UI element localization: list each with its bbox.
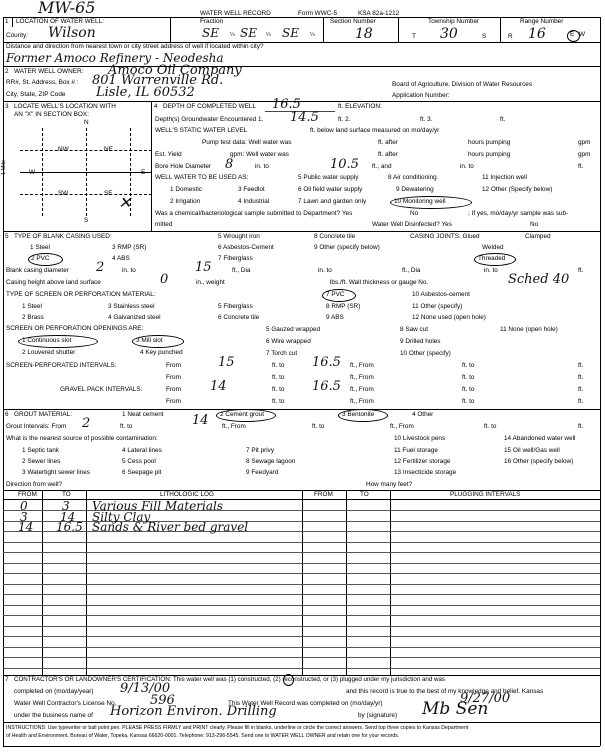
opening-10: 10 Other (specify) bbox=[400, 350, 451, 357]
grout-ft-from: ft., From bbox=[222, 423, 246, 430]
log-table-rule bbox=[3, 636, 600, 637]
plug-to-header: TO bbox=[360, 491, 369, 498]
gp-to-1: ft. to bbox=[272, 386, 285, 393]
pump-hours: hours pumping bbox=[468, 139, 511, 146]
log-row-1-from: 0 bbox=[20, 499, 28, 513]
log-table-rule bbox=[3, 657, 600, 658]
casing-welded: Welded bbox=[482, 244, 504, 251]
log-table-rule bbox=[3, 563, 600, 564]
owner-value: Amoco Oil Company bbox=[108, 63, 242, 78]
completed-label: completed on (mo/day/year) bbox=[14, 688, 94, 695]
gp-ft-from-1: ft., From bbox=[350, 386, 374, 393]
gp-to-2: ft. to bbox=[462, 386, 475, 393]
screen-11: 11 Other (specify) bbox=[412, 303, 463, 310]
gw-ft3: ft. 3. bbox=[420, 116, 433, 123]
screen-6: 6 Concrete tile bbox=[218, 314, 260, 321]
casing-lbs: lbs./ft. Wall thickness or gauge No. bbox=[330, 279, 429, 286]
board-label: Board of Agriculture, Division of Water Resources bbox=[392, 81, 533, 88]
gw1-value: 14.5 bbox=[290, 110, 319, 125]
completed-value: 9/13/00 bbox=[120, 681, 171, 696]
ksa-number: KSA 82a-1212 bbox=[358, 10, 400, 17]
address-value: 801 Warrenville Rd. bbox=[92, 73, 224, 88]
scr-ft-1: ft. bbox=[578, 362, 584, 369]
grout-ft-to: ft. to bbox=[120, 423, 133, 430]
use-2: 2 Irrigation bbox=[170, 198, 201, 205]
north-label: N bbox=[84, 119, 89, 126]
application-number-label: Application Number: bbox=[392, 92, 450, 99]
opening-9: 9 Drilled holes bbox=[400, 338, 441, 345]
r-letter: R bbox=[508, 33, 513, 40]
yield-gpm: gpm: Well water was bbox=[230, 151, 289, 158]
casing-2: 2 PVC bbox=[31, 255, 50, 262]
gw-ft: ft. bbox=[500, 116, 506, 123]
chem-no: No bbox=[410, 210, 419, 217]
scr-to-4: ft. to bbox=[462, 374, 475, 381]
casing-weight: in., weight bbox=[196, 279, 225, 286]
contam-6: 6 Seepage pit bbox=[122, 469, 162, 476]
signature-label: by (signature) bbox=[358, 712, 398, 719]
quarter-2: ¼ bbox=[266, 32, 271, 38]
contam-7: 7 Pit privy bbox=[246, 447, 275, 454]
range-e: E bbox=[570, 31, 575, 38]
log-table-rule bbox=[3, 584, 600, 585]
contam-15: 15 Oil well/Gas well bbox=[504, 447, 560, 454]
depth-value: 16.5 bbox=[272, 97, 301, 112]
use-label: WELL WATER TO BE USED AS: bbox=[155, 174, 249, 181]
grout-2: 2 Cement grout bbox=[220, 411, 265, 418]
screen-3: 3 Stainless steel bbox=[108, 303, 155, 310]
chem-label: Was a chemical/bacteriological sample submitted to Department? Yes bbox=[155, 210, 353, 217]
west-label: W bbox=[29, 169, 36, 176]
plugging-header: PLUGGING INTERVALS bbox=[450, 491, 521, 498]
log-row-1-desc: Various Fill Materials bbox=[92, 499, 223, 513]
opening-7: 7 Torch cut bbox=[266, 350, 298, 357]
section-6-number: 6 bbox=[5, 411, 9, 418]
use-11: 11 Injection well bbox=[482, 174, 527, 181]
scr-to-3: ft. to bbox=[272, 374, 285, 381]
chem-mitted: mitted bbox=[155, 221, 173, 228]
bore-label: Bore Hole Diameter bbox=[155, 163, 212, 170]
use-6: 6 Oil field water supply bbox=[298, 186, 363, 193]
scr-from-1: From bbox=[166, 362, 181, 369]
log-from-header: FROM bbox=[18, 491, 37, 498]
contam-1: 1 Septic tank bbox=[22, 447, 59, 454]
s-letter: S bbox=[482, 33, 487, 40]
opening-5: 5 Gauzed wrapped bbox=[266, 326, 321, 333]
fraction-2: SE bbox=[240, 26, 257, 40]
pump-label: Pump test data: Well water was bbox=[202, 139, 292, 146]
grout-4: 4 Other bbox=[412, 411, 434, 418]
instructions-line-1: INSTRUCTIONS: Use typewriter or ball point pen. PLEASE PRESS FIRMLY and PRINT clearly. Please fill in blanks, underline or circle the correct answers. Send top three copies to Kansas Department bbox=[6, 725, 469, 731]
opening-4: 4 Key punched bbox=[140, 349, 183, 356]
section-1-number: 1 bbox=[5, 18, 9, 25]
section-5-number: 5 bbox=[5, 233, 9, 240]
grout-3: 3 Bentonite bbox=[342, 411, 375, 418]
grout-1: 1 Neat cement bbox=[122, 411, 164, 418]
fraction-label: Fraction bbox=[200, 18, 224, 25]
howmany-label: How many feet? bbox=[366, 481, 413, 488]
contam-4: 4 Lateral lines bbox=[122, 447, 162, 454]
log-table-rule bbox=[3, 594, 600, 595]
casing-label: TYPE OF BLANK CASING USED: bbox=[14, 233, 112, 240]
casing-diameter-value: 2 bbox=[96, 260, 105, 275]
screen-1: 1 Steel bbox=[22, 303, 42, 310]
gp-ft-from-2: ft., From bbox=[350, 398, 374, 405]
contam-13: 13 Insecticide storage bbox=[394, 469, 457, 476]
casing-threaded: Threaded bbox=[478, 255, 506, 262]
blank-in-to: in. to bbox=[122, 267, 136, 274]
screen-intervals-label: SCREEN-PERFORATED INTERVALS: bbox=[6, 362, 117, 369]
screen-4: 4 Galvanized steel bbox=[108, 314, 161, 321]
gp-ft-2: ft. bbox=[578, 398, 584, 405]
use-10: 10 Monitoring well bbox=[394, 198, 446, 205]
completed-tail: and this record is true to the best of my knowledge and belief. Kansas bbox=[346, 688, 544, 695]
use-3: 3 Feedlot bbox=[238, 186, 265, 193]
business-value: Horizon Environ. Drilling bbox=[110, 704, 277, 719]
casing-1: 1 Steel bbox=[30, 244, 50, 251]
contam-3: 3 Watertight sewer lines bbox=[22, 469, 90, 476]
openings-label: SCREEN OR PERFORATION OPENINGS ARE: bbox=[6, 325, 144, 332]
license-label: Water Well Contractor's License No. bbox=[14, 700, 117, 707]
grout-from-value: 2 bbox=[82, 416, 91, 431]
county-label: County: bbox=[6, 32, 29, 39]
contam-10: 10 Livestock pens bbox=[394, 435, 446, 442]
yield-hours: hours pumping bbox=[468, 151, 511, 158]
quarter-1: ¼ bbox=[230, 32, 235, 38]
gauge-value: Sched 40 bbox=[508, 272, 570, 287]
section-3-number: 3 bbox=[5, 103, 9, 110]
casing-joints: CASING JOINTS: Glued bbox=[410, 233, 480, 240]
form-title: WATER WELL RECORD bbox=[200, 10, 271, 17]
opening-11: 11 None (open hole) bbox=[500, 326, 558, 333]
grout-ft-from2: ft., From bbox=[390, 423, 414, 430]
blank-in-to2: in. to bbox=[318, 267, 332, 274]
bore-to-value: 10.5 bbox=[330, 157, 359, 172]
log-table-rule bbox=[3, 605, 600, 606]
direction-label: Direction from well? bbox=[6, 481, 63, 488]
yield-after: ft. after bbox=[378, 151, 398, 158]
casing-8: 8 Concrete tile bbox=[314, 233, 356, 240]
opening-2: 2 Louvered shutter bbox=[22, 349, 76, 356]
locate-label-2: AN "X" IN SECTION BOX: bbox=[14, 111, 89, 118]
blank-ft: ft. bbox=[578, 267, 584, 274]
yield-label: Est. Yield bbox=[155, 151, 182, 158]
township-number-label: Township Number bbox=[428, 18, 480, 25]
contamination-label: What is the nearest source of possible contamination: bbox=[6, 435, 158, 442]
casing-height-value: 0 bbox=[160, 272, 169, 287]
bore-diameter-value: 8 bbox=[225, 157, 234, 172]
bore-in-to: in. to bbox=[255, 163, 269, 170]
record-completed-label: This Water Well Record was completed on (mo/day/yr) bbox=[228, 700, 383, 707]
casing-5: 5 Wrought iron bbox=[218, 233, 260, 240]
city-label: City, State, ZIP Code bbox=[6, 91, 66, 98]
screen-12: 12 None used (open hole) bbox=[412, 314, 486, 321]
mile-label: 1 Mile bbox=[1, 160, 7, 175]
pump-after: ft. after bbox=[378, 139, 398, 146]
fraction-1: SE bbox=[202, 26, 219, 40]
contam-5: 5 Cess pool bbox=[122, 458, 156, 465]
log-table-rule bbox=[3, 647, 600, 648]
log-table-rule bbox=[3, 626, 600, 627]
top-handwritten-id: MW-65 bbox=[38, 0, 96, 17]
use-1: 1 Domestic bbox=[170, 186, 202, 193]
blank-in-to3: in. to bbox=[484, 267, 498, 274]
screen-from-value: 15 bbox=[218, 355, 235, 370]
screen-2: 2 Brass bbox=[22, 314, 44, 321]
east-label: E bbox=[141, 169, 146, 176]
constructed-circle bbox=[283, 674, 294, 686]
static-below: ft. below land surface measured on mo/day/yr bbox=[310, 127, 440, 134]
business-label: under the business name of bbox=[14, 712, 93, 719]
use-9: 9 Dewatering bbox=[396, 186, 434, 193]
grout-ft-to3: ft. to bbox=[484, 423, 497, 430]
county-value: Wilson bbox=[48, 25, 96, 41]
distance-label: Distance and direction from nearest town or city street address of well if located within city? bbox=[6, 43, 264, 50]
gw-label: Depth(s) Groundwater Encountered 1. bbox=[155, 116, 264, 123]
ne-label: NE bbox=[104, 146, 113, 153]
gravel-to-value: 16.5 bbox=[312, 379, 341, 394]
plug-from-header: FROM bbox=[314, 491, 333, 498]
range-w: W bbox=[579, 31, 586, 38]
use-4: 4 Industrial bbox=[238, 198, 270, 205]
casing-7: 7 Fiberglass bbox=[218, 255, 253, 262]
depth-label: DEPTH OF COMPLETED WELL bbox=[163, 103, 257, 110]
log-row-3-to: 16.5 bbox=[56, 520, 83, 534]
bore-in-to2: in. to bbox=[460, 163, 474, 170]
blank-diameter-label: Blank casing diameter bbox=[6, 267, 69, 274]
log-row-2-desc: Silty Clay bbox=[92, 510, 151, 524]
scr-to-1: ft. to bbox=[272, 362, 285, 369]
gp-from-1: From bbox=[166, 386, 181, 393]
instructions-line-2: of Health and Environment, Bureau of Water, Topeka, Kansas 66620-0001. Telephone: 913-296-5545. Send one to WATER WELL OWNER and retain one for your records. bbox=[6, 733, 400, 739]
gp-to-3: ft. to bbox=[272, 398, 285, 405]
use-8: 8 Air conditioning bbox=[388, 174, 437, 181]
log-row-1-to: 3 bbox=[62, 499, 70, 513]
grout-ft-to2: ft. to bbox=[312, 423, 325, 430]
pump-gpm: gpm bbox=[578, 139, 591, 146]
township-value: 30 bbox=[440, 26, 458, 42]
use-7: 7 Lawn and garden only bbox=[298, 198, 367, 205]
elevation-label: ft. ELEVATION: bbox=[338, 103, 382, 110]
section-1-label: LOCATION OF WATER WELL: bbox=[16, 18, 104, 25]
log-row-3-desc: Sands & River bed gravel bbox=[92, 520, 249, 534]
disinfected-label: Water Well Disinfected? Yes bbox=[372, 221, 452, 228]
casing-height-label: Casing height above land surface bbox=[6, 279, 101, 286]
contam-9: 9 Feedyard bbox=[246, 469, 279, 476]
screen-material-label: TYPE OF SCREEN OR PERFORATION MATERIAL: bbox=[6, 291, 156, 298]
chem-if: ; If yes, mo/day/yr sample was sub- bbox=[468, 210, 569, 217]
contam-2: 2 Sewer lines bbox=[22, 458, 61, 465]
static-label: WELL'S STATIC WATER LEVEL bbox=[155, 127, 248, 134]
gravel-from-value: 14 bbox=[210, 379, 227, 394]
section-number-label: Section Number bbox=[330, 18, 376, 25]
contam-12: 12 Fertilizer storage bbox=[394, 458, 451, 465]
signature-value: Mb Sen bbox=[422, 699, 489, 719]
log-row-2-to: 14 bbox=[60, 510, 76, 524]
grout-ft: ft. bbox=[578, 423, 584, 430]
se-label: SE bbox=[104, 190, 113, 197]
scr-ft-from-2: ft., From bbox=[350, 374, 374, 381]
gp-from-2: From bbox=[166, 398, 181, 405]
scr-from-2: From bbox=[166, 374, 181, 381]
opening-6: 6 Wire wrapped bbox=[266, 338, 311, 345]
location-x-mark: ✕ bbox=[118, 193, 132, 212]
section-7-number: 7 bbox=[5, 676, 9, 683]
log-table-rule bbox=[3, 615, 600, 616]
gp-ft-1: ft. bbox=[578, 386, 584, 393]
log-row-3-from: 14 bbox=[18, 520, 34, 534]
casing-clamped: Clamped bbox=[525, 233, 551, 240]
blank-ft-dia: ft., Dia bbox=[232, 267, 251, 274]
city-value: Lisle, IL 60532 bbox=[96, 85, 195, 100]
screen-to-value: 16.5 bbox=[312, 355, 341, 370]
log-row-2-from: 3 bbox=[20, 510, 28, 524]
nw-label: NW bbox=[58, 146, 69, 153]
log-table-rule bbox=[3, 573, 600, 574]
quarter-3: ¼ bbox=[310, 32, 315, 38]
contam-16: 16 Other (specify below) bbox=[504, 458, 574, 465]
log-table-rule bbox=[3, 542, 600, 543]
range-number-label: Range Number bbox=[520, 18, 564, 25]
contam-11: 11 Fuel storage bbox=[394, 447, 438, 454]
fraction-3: SE bbox=[282, 26, 299, 40]
screen-10: 10 Asbestos-cement bbox=[412, 291, 470, 298]
scr-to-2: ft. to bbox=[462, 362, 475, 369]
license-value: 596 bbox=[150, 693, 175, 708]
grout-intervals-label: Grout Intervals: From bbox=[6, 423, 67, 430]
screen-7: 7 PVC bbox=[326, 291, 345, 298]
log-to-header: TO bbox=[62, 491, 71, 498]
casing-to-value: 15 bbox=[195, 260, 212, 275]
gp-to-4: ft. to bbox=[462, 398, 475, 405]
disinfected-no: No bbox=[530, 221, 539, 228]
section-value: 18 bbox=[355, 26, 373, 42]
casing-3: 3 RMP (SR) bbox=[112, 244, 147, 251]
blank-ft-dia2: ft., Dia bbox=[402, 267, 421, 274]
address-label: RR#, St. Address, Box # : bbox=[6, 79, 79, 86]
sw-label: SW bbox=[58, 190, 69, 197]
form-right-rule bbox=[600, 17, 601, 746]
form-number: Form WWC-5 bbox=[298, 10, 338, 17]
yield-gpm2: gpm bbox=[578, 151, 591, 158]
range-value: 16 bbox=[528, 26, 546, 42]
t-letter: T bbox=[412, 33, 416, 40]
casing-6: 6 Asbestos-Cement bbox=[218, 244, 274, 251]
screen-8: 8 RMP (SR) bbox=[326, 303, 361, 310]
use-5: 5 Public water supply bbox=[298, 174, 359, 181]
use-12: 12 Other (Specify below) bbox=[482, 186, 553, 193]
certification-label: CONTRACTOR'S OR LANDOWNER'S CERTIFICATION: This water well was (1) constructed, (2) reconstructed, or (3) plugged under my jurisdiction and was bbox=[14, 676, 446, 683]
log-table-rule bbox=[3, 668, 600, 669]
contam-14: 14 Abandoned water well bbox=[504, 435, 576, 442]
casing-4: 4 ABS bbox=[112, 255, 130, 262]
south-label: S bbox=[84, 217, 89, 224]
owner-label: WATER WELL OWNER: bbox=[14, 68, 84, 75]
grout-to-value: 14 bbox=[192, 413, 209, 428]
bore-ft: ft. bbox=[578, 163, 584, 170]
section-2-number: 2 bbox=[5, 68, 9, 75]
section-4-number: 4 bbox=[154, 103, 158, 110]
bore-ft-and: ft., and bbox=[372, 163, 392, 170]
grout-material-label: GROUT MATERIAL: bbox=[14, 411, 72, 418]
log-table-rule bbox=[3, 552, 600, 553]
opening-3: 3 Mill slot bbox=[136, 337, 163, 344]
opening-1: 1 Continuous slot bbox=[22, 337, 72, 344]
location-description: Former Amoco Refinery - Neodesha bbox=[6, 51, 224, 65]
log-header: LITHOLOGIC LOG bbox=[160, 491, 214, 498]
casing-9: 9 Other (specify below) bbox=[314, 244, 380, 251]
scr-ft-from-1: ft., From bbox=[350, 362, 374, 369]
scr-ft-2: ft. bbox=[578, 374, 584, 381]
screen-9: 9 ABS bbox=[326, 314, 344, 321]
locate-label-1: LOCATE WELL'S LOCATION WITH bbox=[14, 103, 116, 110]
gravel-pack-label: GRAVEL PACK INTERVALS: bbox=[60, 386, 143, 393]
gw-ft2: ft. 2. bbox=[338, 116, 351, 123]
screen-5: 5 Fiberglass bbox=[218, 303, 253, 310]
contam-8: 8 Sewage lagoon bbox=[246, 458, 296, 465]
record-date-value: 9/27/00 bbox=[460, 691, 511, 706]
opening-8: 8 Saw cut bbox=[400, 326, 429, 333]
